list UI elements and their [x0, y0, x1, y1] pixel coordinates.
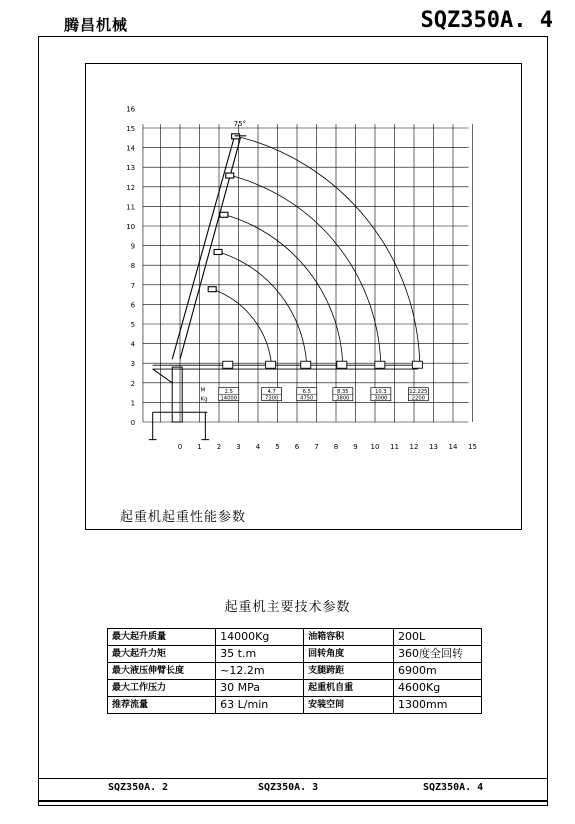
spec-label: 回转角度: [304, 646, 394, 663]
spec-row: [108, 663, 482, 680]
x-tick-label: 5: [275, 443, 280, 451]
spec-row: [108, 629, 482, 646]
boom-section-head: [208, 287, 216, 292]
y-tick-label: 5: [130, 321, 136, 329]
y-tick-label: 8: [130, 262, 136, 271]
x-tick-label: 10: [370, 443, 380, 451]
spec-value: 1300mm: [394, 697, 482, 714]
range-curve: [217, 251, 307, 366]
y-tick-label: 10: [126, 223, 136, 231]
x-tick-label: 14: [448, 443, 458, 451]
load-radius-label: 10.3: [375, 389, 387, 396]
footer-sheet-1: SQZ350A. 2: [108, 782, 169, 793]
spec-label: 最大起升质量: [108, 629, 216, 646]
spec-label: 油箱容积: [304, 629, 394, 646]
horizontal-boom-section: [266, 361, 276, 368]
load-radius-label: 8.35: [337, 389, 349, 396]
chart-caption: 起重机起重性能参数: [120, 510, 247, 525]
x-tick-label: 3: [236, 443, 241, 451]
x-tick-label: 8: [333, 443, 339, 451]
spec-value: ~12.2m: [216, 663, 304, 680]
y-tick-label: 2: [130, 379, 136, 388]
load-weight-label: 2200: [411, 395, 425, 402]
spec-value: 360度全回转: [394, 646, 482, 663]
boom-angle-label: 75°: [233, 120, 247, 129]
y-tick-label: 1: [130, 399, 136, 408]
y-tick-label: 16: [126, 105, 136, 114]
load-point: [262, 388, 282, 402]
horizontal-boom: [153, 361, 423, 369]
x-tick-label: 1: [197, 443, 202, 451]
boom-drawing: [172, 134, 246, 359]
footer-sheet-3: SQZ350A. 4: [423, 782, 484, 793]
spec-label: 起重机自重: [304, 680, 394, 697]
load-radius-label: 12.225: [409, 389, 428, 396]
x-tick-label: 9: [353, 443, 358, 451]
x-tick-label: 7: [314, 443, 319, 451]
horizontal-boom-section: [223, 361, 233, 368]
y-tick-label: 6: [130, 301, 136, 310]
x-tick-label: 4: [255, 443, 261, 451]
spec-label: 推荐流量: [108, 697, 216, 714]
x-tick-label: 6: [294, 443, 300, 451]
load-weight-label: 3000: [374, 395, 388, 402]
spec-row: [108, 697, 482, 714]
load-point: [333, 388, 353, 402]
spec-label: 支腿跨距: [304, 663, 394, 680]
x-tick-label: 12: [409, 443, 419, 451]
x-tick-label: 11: [390, 443, 399, 451]
boom-section-head: [214, 249, 222, 254]
horizontal-boom-section: [301, 361, 311, 368]
spec-value: 63 L/min: [216, 697, 304, 714]
spec-value: 6900m: [394, 663, 482, 680]
spec-label: 最大液压伸臂长度: [108, 663, 216, 680]
y-tick-label: 15: [126, 125, 136, 133]
y-tick-label: 11: [126, 203, 136, 212]
y-tick-label: 13: [126, 164, 136, 173]
load-weight-label: 14000: [220, 395, 238, 402]
weight-unit-label: Kg: [200, 396, 208, 403]
horizontal-boom-section: [412, 361, 422, 368]
x-tick-label: 15: [468, 443, 477, 451]
brand-title: 腾昌机械: [64, 16, 129, 34]
range-curve: [235, 136, 420, 366]
boom-section-head: [220, 212, 228, 217]
working-range-curves: [211, 136, 420, 366]
spec-title: 起重机主要技术参数: [224, 600, 351, 615]
bottom-rule: [38, 800, 548, 802]
y-tick-label: 14: [126, 144, 136, 153]
boom-lower-edge: [180, 138, 240, 359]
radius-unit-label: M: [200, 387, 206, 394]
crane-base: [149, 367, 209, 440]
load-point: [408, 388, 428, 402]
load-point: [371, 388, 391, 402]
spec-label: 最大起升力矩: [108, 646, 216, 663]
load-weight-label: 3800: [336, 395, 350, 402]
y-tick-label: 9: [130, 242, 136, 251]
chart-grid: [143, 124, 473, 422]
load-point: [297, 388, 317, 402]
spec-label: 最大工作压力: [108, 680, 216, 697]
load-radius-label: 4.7: [267, 389, 276, 396]
y-tick-label: 12: [126, 183, 136, 192]
load-weight-label: 7300: [265, 395, 279, 402]
x-tick-label: 0: [177, 443, 183, 451]
spec-value: 30 MPa: [216, 680, 304, 697]
spec-row: [108, 646, 482, 663]
load-radius-label: 2.5: [224, 389, 233, 396]
load-point: [219, 388, 239, 402]
horizontal-boom-section: [375, 361, 385, 368]
spec-table: [107, 628, 482, 714]
y-tick-label: 4: [130, 340, 136, 349]
x-tick-label: 2: [216, 443, 222, 451]
spec-value: 14000Kg: [216, 629, 304, 646]
spec-label: 安装空间: [304, 697, 394, 714]
spec-value: 4600Kg: [394, 680, 482, 697]
range-curve: [229, 175, 381, 366]
y-tick-label: 0: [130, 419, 136, 427]
y-tick-label: 3: [130, 360, 136, 369]
model-number: SQZ350A. 4: [420, 8, 553, 33]
footer-divider: [38, 778, 548, 779]
crane-link: [153, 369, 173, 383]
footer-sheet-2: SQZ350A. 3: [258, 782, 319, 793]
horizontal-boom-section: [337, 361, 347, 368]
load-weight-label: 4750: [300, 395, 314, 402]
crane-column: [172, 367, 182, 422]
spec-row: [108, 680, 482, 697]
boom-section-head: [226, 173, 234, 178]
boom-upper-edge: [172, 136, 234, 359]
range-curve: [211, 289, 271, 366]
load-radius-label: 6.5: [302, 389, 311, 396]
y-tick-label: 7: [130, 281, 136, 290]
spec-value: 200L: [394, 629, 482, 646]
spec-value: 35 t.m: [216, 646, 304, 663]
x-tick-label: 13: [429, 443, 438, 451]
